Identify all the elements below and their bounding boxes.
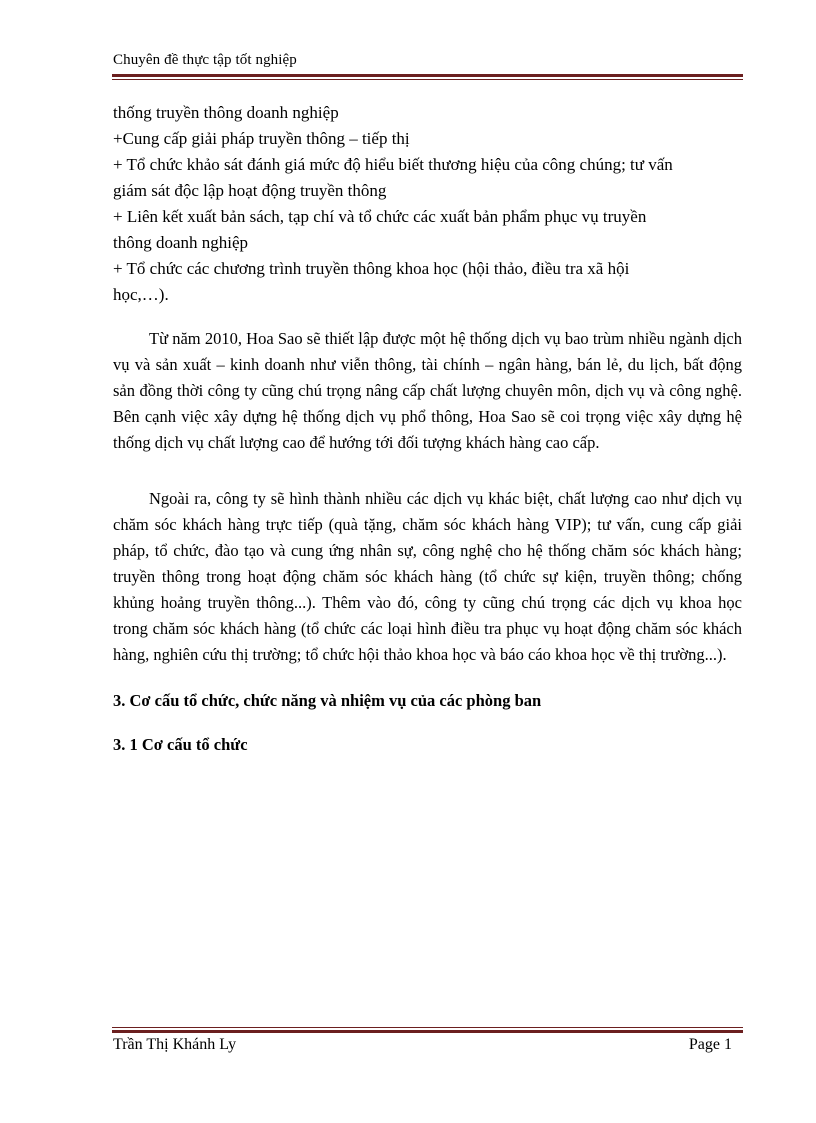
header-title: Chuyên đề thực tập tốt nghiệp xyxy=(113,52,297,68)
list-item: + Liên kết xuất bản sách, tạp chí và tổ chức các xuất bản phẩm phục vụ truyền xyxy=(113,207,647,226)
subsection-heading: 3. 1 Cơ cấu tổ chức xyxy=(113,735,248,754)
paragraph-hoa-sao-2010: Từ năm 2010, Hoa Sao sẽ thiết lập được một hệ thống dịch vụ bao trùm nhiều ngành dịch vụ và sản xuất – kinh doanh như viễn thông, tài chính – ngân hàng, bán lẻ, du lịch, bất động sản đồng thời công ty cũng chú trọng nâng cấp chất lượng chuyên môn, dịch vụ và công nghệ. Bên cạnh việc xây dựng hệ thống dịch vụ phổ thông, Hoa Sao sẽ coi trọng việc xây dựng hệ thống dịch vụ chất lượng cao để hướng tới đối tượng khách hàng cao cấp. xyxy=(113,329,742,452)
header-rule xyxy=(112,74,743,80)
footer-rule xyxy=(112,1027,743,1033)
list-item: học,…). xyxy=(113,285,169,304)
section-heading: 3. Cơ cấu tổ chức, chức năng và nhiệm vụ của các phòng ban xyxy=(113,691,542,710)
bullet-list xyxy=(113,100,742,308)
list-item: +Cung cấp giải pháp truyền thông – tiếp thị xyxy=(113,129,410,148)
list-item: giám sát độc lập hoạt động truyền thông xyxy=(113,181,387,200)
page-number: Page 1 xyxy=(688,1036,732,1053)
paragraph-services: Ngoài ra, công ty sẽ hình thành nhiều các dịch vụ khác biệt, chất lượng cao như dịch vụ chăm sóc khách hàng trực tiếp (quà tặng, chăm sóc khách hàng VIP); tư vấn, cung cấp giải pháp, tổ chức, đào tạo và cung ứng nhân sự, công nghệ cho hệ thống chăm sóc khách hàng; truyền thông trong hoạt động chăm sóc khách hàng (tổ chức sự kiện, truyền thông; chống khủng hoảng truyền thông...). Thêm vào đó, công ty cũng chú trọng các dịch vụ khoa học trong chăm sóc khách hàng (tổ chức các loại hình điều tra phục vụ hoạt động chăm sóc khách hàng, nghiên cứu thị trường; tổ chức hội thảo khoa học và báo cáo khoa học về thị trường...). xyxy=(113,489,742,664)
list-item: + Tổ chức khảo sát đánh giá mức độ hiểu biết thương hiệu của công chúng; tư vấn xyxy=(113,155,673,174)
list-item: thông doanh nghiệp xyxy=(113,233,249,252)
list-item: thống truyền thông doanh nghiệp xyxy=(113,103,339,122)
list-item: + Tổ chức các chương trình truyền thông khoa học (hội thảo, điều tra xã hội xyxy=(113,259,630,278)
footer-author: Trần Thị Khánh Ly xyxy=(113,1036,237,1053)
